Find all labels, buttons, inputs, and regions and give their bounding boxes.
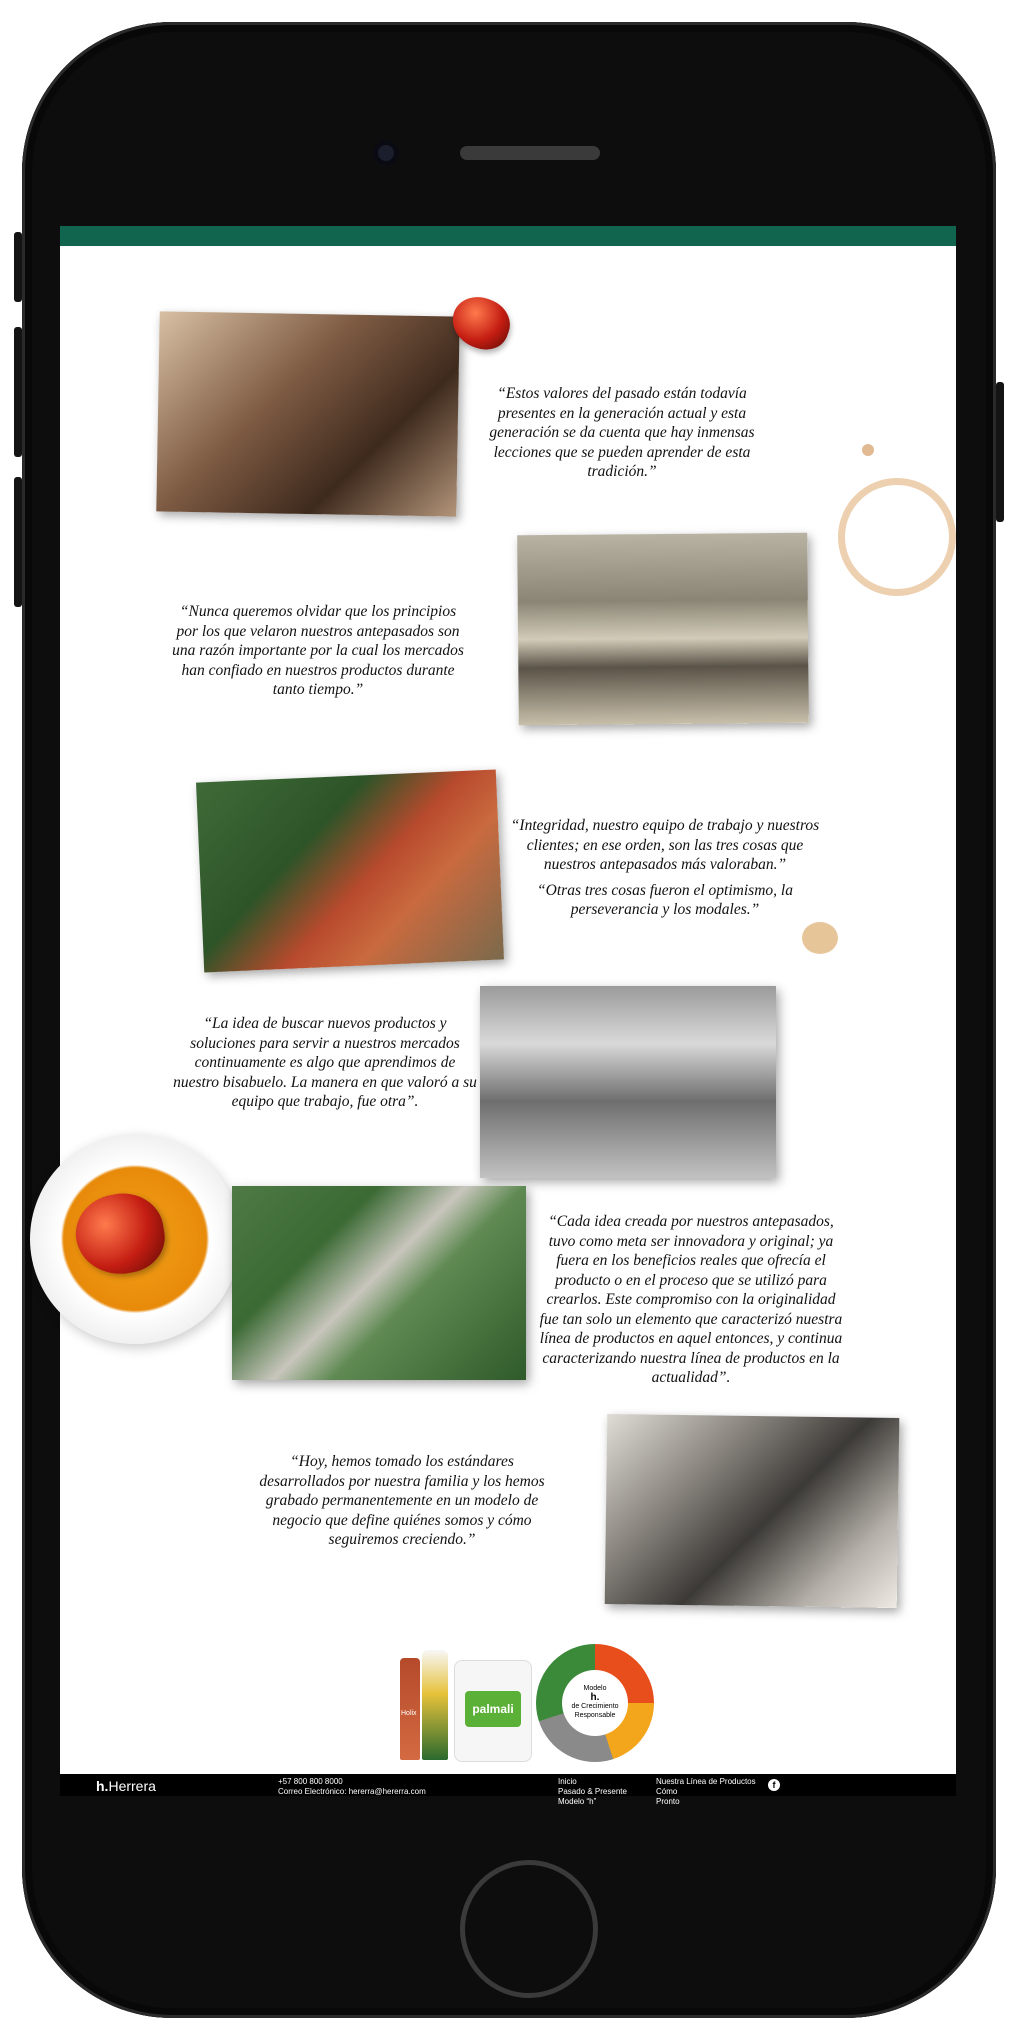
front-camera bbox=[373, 140, 399, 166]
brand-name: Herrera bbox=[108, 1778, 156, 1794]
bottle-red[interactable] bbox=[400, 1658, 420, 1760]
website-screen bbox=[60, 226, 956, 1806]
vintage-photo-group-by-truck bbox=[480, 986, 776, 1178]
quote-2: “Nunca queremos olvidar que los principios por los que velaron nuestros antepasados son una razón importante por la cual los mercados han confiado en nuestros productos durante tanto tiempo.” bbox=[172, 603, 464, 698]
coffee-stain-drop bbox=[862, 444, 874, 456]
quote-5: “Cada idea creada por nuestros antepasados, tuvo como meta ser innovadora y original; ya fuera en los beneficios reales que ofrecía el producto o en el proceso que se utilizó para crearlos. Este compromiso con la originalidad fue tan solo un elemento que caracterizó nuestra línea de productos en aquel entonces, y continua caracterizando nuestra línea de productos en la actualidad”. bbox=[539, 1213, 843, 1386]
growth-model-center bbox=[562, 1670, 628, 1736]
quote-6: “Hoy, hemos tomado los estándares desarrollados por nuestra familia y los hemos grabado permanentemente en un modelo de negocio que define quiénes somos y cómo seguiremos creciendo.” bbox=[259, 1453, 545, 1548]
model-center-line-4: Responsable bbox=[574, 1712, 616, 1719]
site-footer bbox=[60, 1774, 956, 1806]
vintage-photo-toast bbox=[605, 1414, 900, 1608]
footer-link-modelo[interactable]: Modelo “h” bbox=[558, 1797, 597, 1806]
phone-side-button-volume-up bbox=[14, 327, 22, 457]
model-center-line-2: h. bbox=[590, 1692, 600, 1703]
palmali-label: palmali bbox=[465, 1691, 521, 1727]
footer-link-inicio[interactable]: Inicio bbox=[558, 1777, 577, 1786]
footer-nav-col-2 bbox=[656, 1777, 756, 1807]
footer-phone[interactable]: +57 800 800 8000 bbox=[278, 1777, 343, 1786]
bottle-juice[interactable] bbox=[422, 1650, 448, 1760]
vintage-photo-horse-riders bbox=[156, 311, 459, 516]
footer-link-como[interactable]: Cómo bbox=[656, 1787, 678, 1796]
vintage-photo-river-ferry bbox=[517, 533, 809, 726]
products-strip bbox=[400, 1644, 700, 1774]
quote-1: “Estos valores del pasado están todavía presentes en la generación actual y esta generación se da cuenta que hay inmensas lecciones que se pueden aprender de esta tradición.” bbox=[489, 385, 755, 480]
coffee-stain-splash bbox=[802, 922, 838, 954]
footer-nav-col-1 bbox=[558, 1777, 627, 1807]
quote-3-part-2: “Otras tres cosas fueron el optimismo, la perseverancia y los modales.” bbox=[537, 881, 793, 918]
coffee-stain-ring bbox=[838, 478, 956, 596]
earpiece-speaker bbox=[460, 146, 600, 160]
aerial-photo-plantation bbox=[232, 1186, 526, 1380]
header-bar bbox=[60, 226, 956, 246]
herrera-logo[interactable] bbox=[96, 1778, 156, 1794]
facebook-icon[interactable]: f bbox=[768, 1779, 780, 1791]
footer-contact bbox=[278, 1777, 426, 1797]
footer-link-linea-productos[interactable]: Nuestra Línea de Productos bbox=[656, 1777, 756, 1786]
footer-link-pasado-presente[interactable]: Pasado & Presente bbox=[558, 1787, 627, 1796]
palmali-jug[interactable] bbox=[454, 1660, 532, 1762]
phone-side-button-silent bbox=[14, 232, 22, 302]
quote-3-part-1: “Integridad, nuestro equipo de trabajo y nuestros clientes; en ese orden, son las tres cosas que nuestros antepasados más valoraban.” bbox=[510, 817, 820, 873]
model-center-line-3: de Crecimiento bbox=[571, 1703, 619, 1710]
phone-side-button-volume-down bbox=[14, 477, 22, 607]
vintage-photo-tractor bbox=[196, 770, 504, 973]
home-button[interactable] bbox=[460, 1860, 598, 1998]
model-center-line-1: Modelo bbox=[583, 1685, 607, 1692]
footer-email[interactable]: Correo Electrónico: hererra@hererra.com bbox=[278, 1787, 426, 1796]
quote-3 bbox=[510, 816, 820, 926]
brand-mark: h. bbox=[96, 1778, 109, 1794]
footer-link-pronto[interactable]: Pronto bbox=[656, 1797, 680, 1806]
phone-side-button-power bbox=[996, 382, 1004, 522]
quote-4: “La idea de buscar nuevos productos y soluciones para servir a nuestros mercados continuamente es algo que aprendimos de nuestro bisabuelo. La manera en que valoró a su equipo que trabajo, fue otra”. bbox=[173, 1015, 477, 1110]
growth-model-diagram[interactable] bbox=[536, 1644, 654, 1762]
bottle-label: Holix bbox=[401, 1710, 417, 1717]
